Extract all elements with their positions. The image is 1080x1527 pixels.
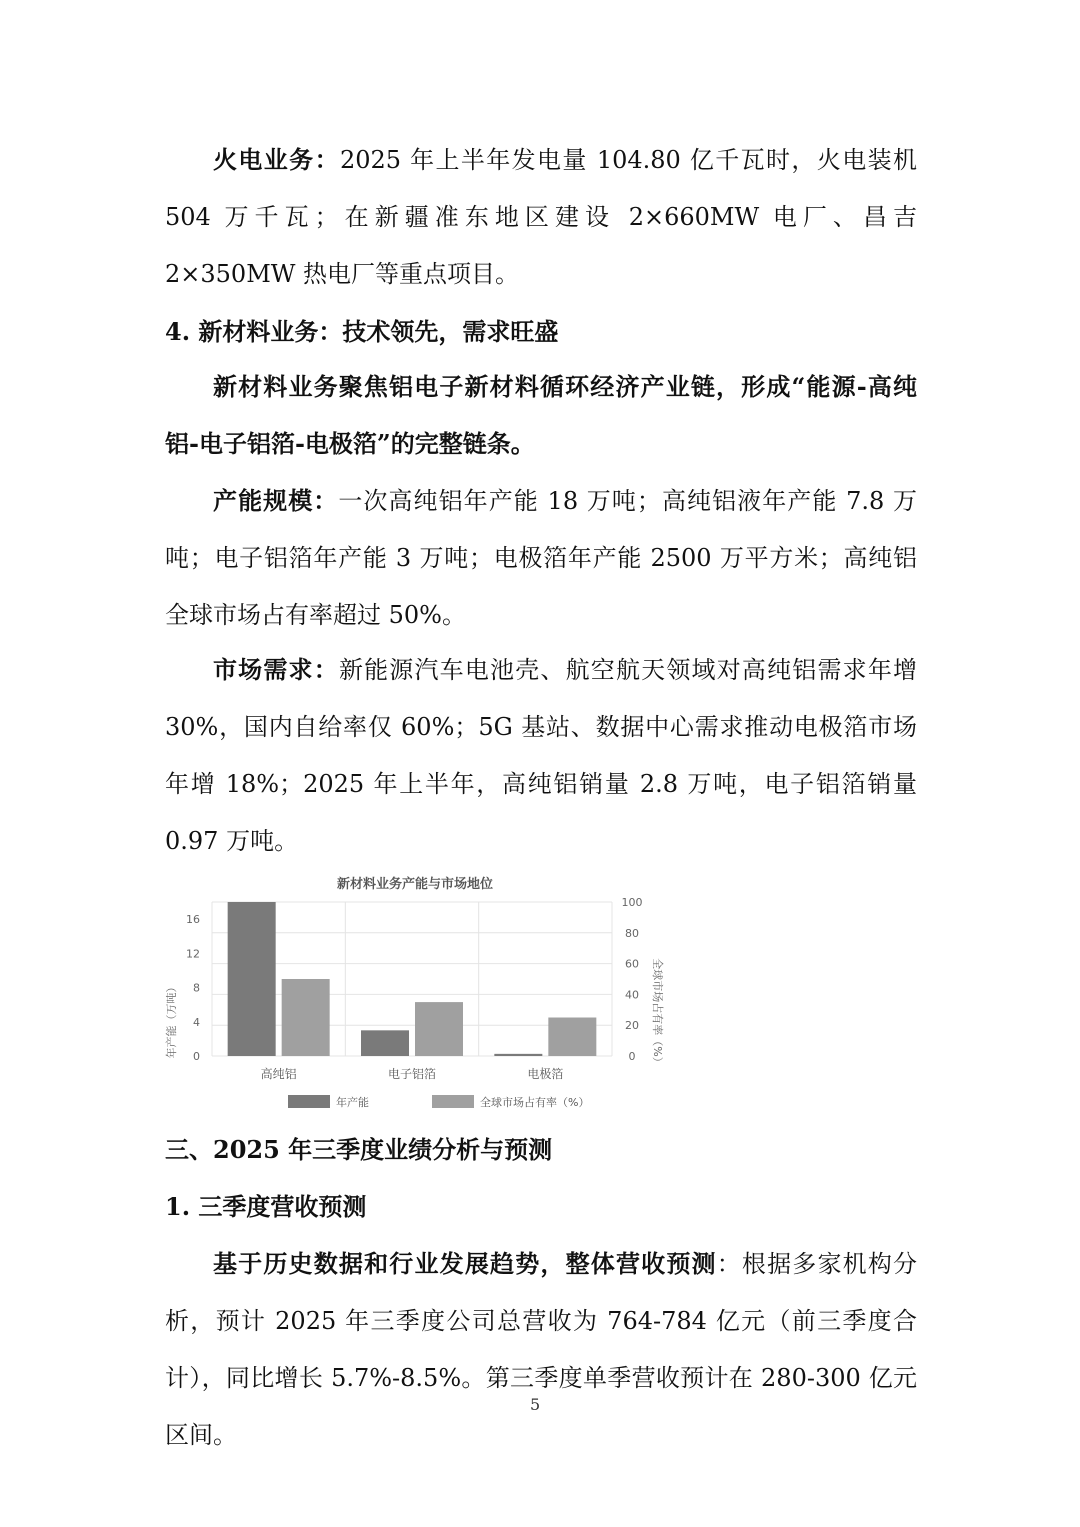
bar-market-share xyxy=(282,979,330,1056)
subsection-heading-revenue: 1. 三季度营收预测 xyxy=(165,1192,367,1221)
bar-market-share xyxy=(415,1002,463,1056)
x-tick-label: 电子铝箔 xyxy=(387,1067,437,1081)
y-tick-label-right: 80 xyxy=(625,926,639,940)
y-tick-label-left: 0 xyxy=(193,1050,200,1063)
bar-capacity xyxy=(494,1054,542,1056)
paragraph-capacity xyxy=(165,472,917,644)
y-tick-label-left: 16 xyxy=(186,913,200,927)
legend-label: 全球市场占有率（%） xyxy=(480,1096,590,1109)
paragraph-market-demand xyxy=(165,641,917,870)
x-tick-label: 高纯铝 xyxy=(260,1067,297,1081)
paragraph-lead: 产能规模： xyxy=(213,486,339,515)
bar-capacity xyxy=(361,1030,409,1056)
chart-title: 新材料业务产能与市场地位 xyxy=(336,877,494,892)
paragraph-industry-chain: 新材料业务聚焦铝电子新材料循环经济产业链，形成“能源-高纯铝-电子铝箔-电极箔”的完整链条。 xyxy=(165,372,917,458)
y-tick-label-right: 40 xyxy=(625,988,639,1002)
paragraph-lead: 基于历史数据和行业发展趋势，整体营收预测 xyxy=(213,1249,717,1278)
paragraph-revenue-forecast xyxy=(165,1235,917,1464)
paragraph-lead: 火电业务： xyxy=(213,145,340,174)
y-tick-label-left: 8 xyxy=(193,981,200,995)
paragraph-text: ：根据多家机构分析，预计 2025 年三季度公司总营收为 764-784 亿元（前三季度合计），同比增长 5.7%-8.5%。第三季度单季营收预计在 280-300 亿元区间。 xyxy=(165,1250,917,1449)
paragraph-text: 新能源汽车电池壳、航空航天领域对高纯铝需求年增 30%，国内自给率仅 60%；5G 基站、数据中心需求推动电极箔市场年增 18%；2025 年上半年，高纯铝销量 2.8 万吨，电子铝箔销量 0.97 万吨。 xyxy=(165,656,918,855)
section-heading-new-materials: 4. 新材料业务：技术领先，需求旺盛 xyxy=(165,317,559,346)
y-tick-label-right: 60 xyxy=(625,957,639,971)
paragraph-lead: 市场需求： xyxy=(213,655,339,684)
y-tick-label-left: 12 xyxy=(186,947,200,961)
y-axis-label-right: 全球市场占有率（%） xyxy=(651,958,664,1068)
bar-capacity xyxy=(228,902,276,1056)
legend-swatch xyxy=(432,1095,474,1108)
paragraph-thermal-power xyxy=(165,131,917,303)
bar-chart xyxy=(160,868,680,1118)
y-tick-label-right: 0 xyxy=(628,1050,636,1063)
legend-swatch xyxy=(288,1095,330,1108)
y-tick-label-right: 20 xyxy=(625,1019,639,1033)
y-axis-label-left: 年产能（万吨） xyxy=(165,981,178,1059)
y-tick-label-left: 4 xyxy=(193,1015,200,1029)
bar-market-share xyxy=(548,1018,596,1057)
y-tick-label-right: 100 xyxy=(621,896,643,909)
paragraph-text: 一次高纯铝年产能 18 万吨；高纯铝液年产能 7.8 万吨；电子铝箔年产能 3 万吨；电极箔年产能 2500 万平方米；高纯铝全球市场占有率超过 50%。 xyxy=(165,487,917,629)
x-tick-label: 电极箔 xyxy=(527,1067,564,1081)
paragraph-text: 2025 年上半年发电量 104.80 亿千瓦时，火电装机 504 万千瓦；在新疆准东地区建设 2×660MW 电厂、昌吉 2×350MW 热电厂等重点项目。 xyxy=(165,146,917,288)
section-heading-q3: 三、2025 年三季度业绩分析与预测 xyxy=(165,1135,553,1164)
legend-label: 年产能 xyxy=(336,1096,369,1109)
page-number: 5 xyxy=(530,1395,541,1414)
